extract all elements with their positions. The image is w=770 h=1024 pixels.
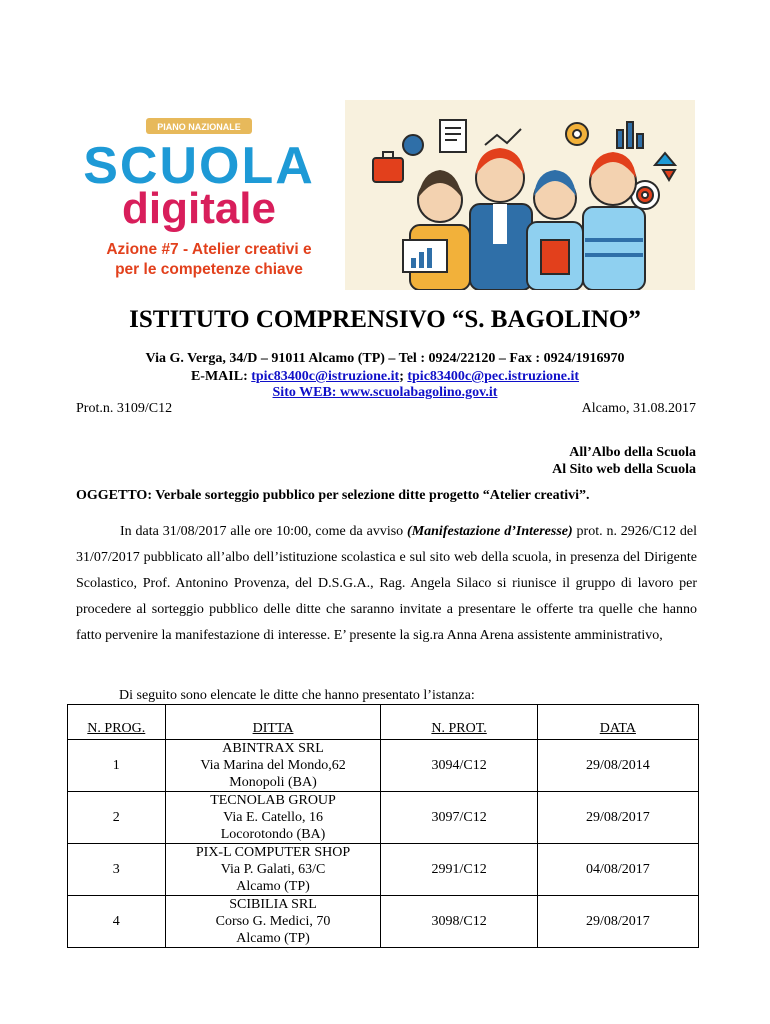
email-separator: ; [399, 369, 408, 384]
body-part1: In data 31/08/2017 alle ore 10:00, come da avviso [120, 524, 408, 539]
cell-prot: 3094/C12 [381, 740, 537, 792]
subject-line: OGGETTO: Verbale sorteggio pubblico per selezione ditte progetto “Atelier creativi”. [76, 488, 590, 503]
email-link-2[interactable]: tpic83400c@pec.istruzione.it [407, 369, 580, 384]
company-name: TECNOLAB GROUP [210, 793, 336, 808]
cell-ditta [165, 896, 381, 948]
body-emphasis: (Manifestazione d’Interesse) [407, 524, 573, 539]
logo-top-text: PIANO NAZIONALE [157, 122, 241, 132]
cell-prot: 2991/C12 [381, 844, 537, 896]
body-paragraph [76, 519, 697, 649]
logo-azione-line2: per le competenze chiave [115, 261, 303, 278]
table-row [68, 740, 699, 792]
table-row [68, 792, 699, 844]
cell-prog: 1 [68, 740, 166, 792]
cell-prog: 3 [68, 844, 166, 896]
cell-date: 29/08/2017 [537, 792, 698, 844]
company-street: Via E. Catello, 16 [223, 810, 323, 825]
scuola-digitale-logo [78, 108, 340, 290]
table-header-row [68, 705, 699, 740]
website-line [0, 385, 770, 401]
email-link-1[interactable]: tpic83400c@istruzione.it [251, 369, 400, 384]
person-1 [403, 170, 470, 290]
company-name: SCIBILIA SRL [229, 897, 317, 912]
table-row [68, 896, 699, 948]
cell-date: 04/08/2017 [537, 844, 698, 896]
company-street: Via P. Galati, 63/C [220, 862, 326, 877]
email-line [0, 369, 770, 385]
header-prot: N. PROT. [381, 705, 537, 740]
company-city: Locorotondo (BA) [220, 827, 326, 842]
person-4 [583, 152, 645, 290]
companies-table [67, 704, 699, 948]
cell-ditta [165, 792, 381, 844]
school-address: Via G. Verga, 34/D – 91011 Alcamo (TP) – Tel : 0924/22120 – Fax : 0924/1916970 [145, 351, 625, 366]
logo-azione-line1: Azione #7 - Atelier creativi e [106, 241, 312, 258]
cell-prog: 2 [68, 792, 166, 844]
logo-digitale-text: digitale [121, 184, 277, 233]
website-link[interactable]: Sito WEB: www.scuolabagolino.gov.it [272, 385, 498, 400]
company-city: Monopoli (BA) [229, 775, 317, 790]
body-part2: prot. n. 2926/C12 del 31/07/2017 pubblicato all’albo dell’istituzione scolastica e sul sito web della scuola, in presenza del Dirigente Scolastico, Prof. Antonino Provenza, del D.S.G.A., Rag. Angela Silaco si riunisce il gruppo di lavoro per procedere al sorteggio pubblico delle ditte che saranno invitate a presentare le offerte tra quelle che hanno fatto pervenire la manifestazione di interesse. E’ presente la sig.ra Anna Arena assistente amministrativo, [76, 524, 697, 643]
cell-prot: 3097/C12 [381, 792, 537, 844]
protocol-number: Prot.n. 3109/C12 [76, 401, 173, 416]
email-label: E-MAIL: [190, 369, 252, 384]
logo-scuola-text: SCUOLA [83, 137, 315, 195]
table-intro: Di seguito sono elencate le ditte che hanno presentato l’istanza: [119, 688, 475, 703]
team-illustration [345, 100, 695, 290]
company-name: PIX-L COMPUTER SHOP [195, 845, 351, 860]
cell-ditta [165, 844, 381, 896]
company-city: Alcamo (TP) [236, 931, 310, 946]
header-ditta: DITTA [165, 705, 381, 740]
cell-prot: 3098/C12 [381, 896, 537, 948]
table-row [68, 844, 699, 896]
company-street: Corso G. Medici, 70 [215, 914, 331, 929]
header-prog: N. PROG. [68, 705, 166, 740]
company-name: ABINTRAX SRL [222, 741, 324, 756]
recipient-albo: All’Albo della Scuola [569, 445, 696, 460]
cell-ditta [165, 740, 381, 792]
cell-date: 29/08/2014 [537, 740, 698, 792]
cell-date: 29/08/2017 [537, 896, 698, 948]
company-city: Alcamo (TP) [236, 879, 310, 894]
person-2 [470, 148, 532, 290]
header-data: DATA [537, 705, 698, 740]
person-3 [527, 170, 583, 290]
company-street: Via Marina del Mondo,62 [200, 758, 346, 773]
place-date: Alcamo, 31.08.2017 [581, 401, 696, 416]
school-name: ISTITUTO COMPRENSIVO “S. BAGOLINO” [129, 306, 641, 333]
cell-prog: 4 [68, 896, 166, 948]
recipient-sito: Al Sito web della Scuola [552, 462, 696, 477]
